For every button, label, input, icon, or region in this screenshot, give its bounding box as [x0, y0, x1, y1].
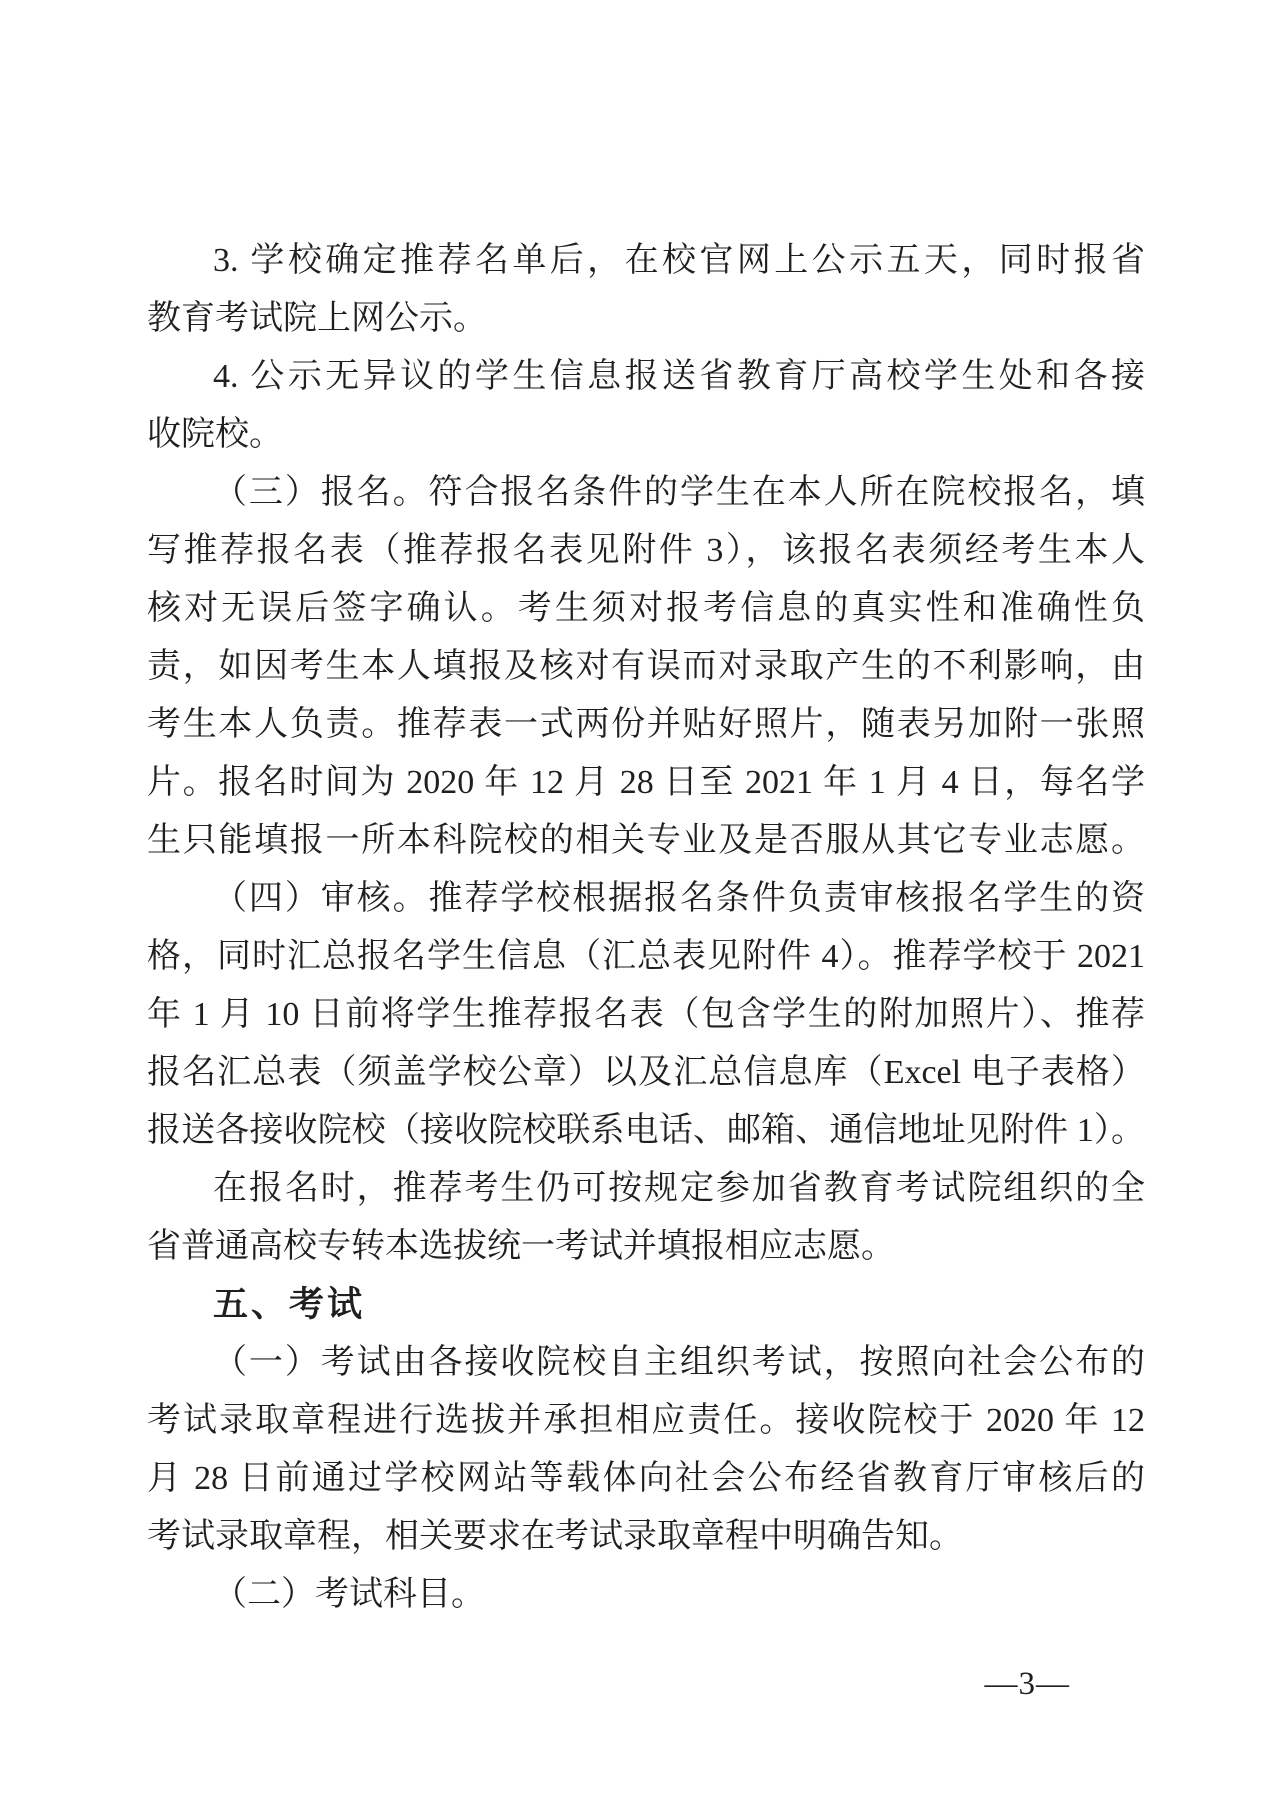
text-line: 写推荐报名表（推荐报名表见附件 3），该报名表须经考生本人 — [147, 532, 1145, 569]
text-line: 3. 学校确定推荐名单后，在校官网上公示五天，同时报省 — [213, 242, 1145, 279]
text-line: 报送各接收院校（接收院校联系电话、邮箱、通信地址见附件 1）。 — [147, 1112, 1145, 1149]
text-line: 教育考试院上网公示。 — [147, 300, 487, 337]
text-line: 核对无误后签字确认。考生须对报考信息的真实性和准确性负 — [147, 590, 1145, 627]
text-line: （四）审核。推荐学校根据报名条件负责审核报名学生的资 — [213, 880, 1145, 917]
text-line: 在报名时，推荐考生仍可按规定参加省教育考试院组织的全 — [213, 1170, 1145, 1207]
document-text-block — [147, 232, 1145, 1624]
text-line: 责，如因考生本人填报及核对有误而对录取产生的不利影响，由 — [147, 648, 1145, 685]
text-line: 月 28 日前通过学校网站等载体向社会公布经省教育厅审核后的 — [147, 1460, 1145, 1497]
text-line: （三）报名。符合报名条件的学生在本人所在院校报名，填 — [213, 474, 1145, 511]
text-line: 收院校。 — [147, 416, 283, 453]
section-heading: 五、考试 — [213, 1285, 366, 1324]
text-line: 格，同时汇总报名学生信息（汇总表见附件 4）。推荐学校于 2021 — [147, 938, 1145, 975]
text-line: 考生本人负责。推荐表一式两份并贴好照片，随表另加附一张照 — [147, 706, 1145, 743]
text-line: 报名汇总表（须盖学校公章）以及汇总信息库（Excel 电子表格） — [147, 1054, 1145, 1091]
text-line: （二）考试科目。 — [213, 1576, 485, 1613]
text-line: 考试录取章程进行选拔并承担相应责任。接收院校于 2020 年 12 — [147, 1402, 1145, 1439]
text-line: 考试录取章程，相关要求在考试录取章程中明确告知。 — [147, 1518, 963, 1555]
text-line: （一）考试由各接收院校自主组织考试，按照向社会公布的 — [213, 1344, 1145, 1381]
page-number: —3— — [984, 1666, 1070, 1702]
text-line: 省普通高校专转本选拔统一考试并填报相应志愿。 — [147, 1228, 895, 1265]
text-line: 生只能填报一所本科院校的相关专业及是否服从其它专业志愿。 — [147, 822, 1145, 859]
text-line: 4. 公示无异议的学生信息报送省教育厅高校学生处和各接 — [213, 358, 1145, 395]
text-line: 年 1 月 10 日前将学生推荐报名表（包含学生的附加照片）、推荐 — [147, 996, 1145, 1033]
text-line: 片。报名时间为 2020 年 12 月 28 日至 2021 年 1 月 4 日，每名学 — [147, 764, 1145, 801]
